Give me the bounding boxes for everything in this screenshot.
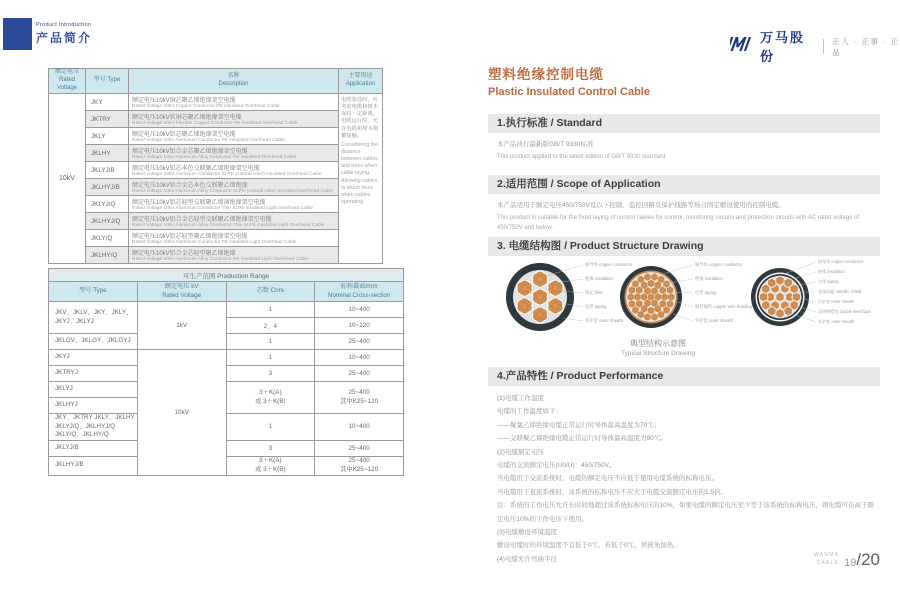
section-structure-header: 3. 电缆结构图 / Product Structure Drawing [488,237,880,256]
logo-divider [823,39,824,54]
footer-brand: WANMA CABLE [814,552,840,566]
table-header-row [49,69,383,94]
svg-text:金属屏蔽 metallic shield: 金属屏蔽 metallic shield [818,289,862,294]
structure-caption: 典型结构示意图 Typical Strucfure Drawing [620,339,696,357]
svg-text:铜导体 copper conductor: 铜导体 copper conductor [818,259,864,264]
section-standard-body: 本产品执行最新版GB/T 9330标准 This product applied to the latest edition of GB/T 9330 standard. [497,141,667,160]
table-row: JKLHYJ/B 额定电压10kV铝合金芯本色交联聚乙烯绝缘 Rated Voltage 10kV Aluminum Alloy Conductor XLPE (natural color) insulated Overhead Cable [49,179,383,196]
table-row: JKLHYJ/Q 额定电压10kV铝合金芯轻型交联聚乙烯绝缘架空电缆 Rated Voltage 10kV Aluminum Alloy Conductor Thin XLPE insulated Light Overhead Cable [49,213,383,230]
production-range-title: 可生产范围 Production Range [49,269,404,282]
cable-2-labels [695,261,753,324]
table-row: 2、4 10~120 [49,318,404,334]
svg-text:绝缘 insulation: 绝缘 insulation [695,276,723,281]
table-row: JKTRYJ 3 25~400 [49,366,404,382]
product-title [488,63,650,98]
production-range-table [48,268,404,476]
svg-text:包带 taping: 包带 taping [585,304,607,309]
header-blue-block [3,18,32,50]
header-application: 主要用途 Application [339,69,383,94]
svg-text:包带 taping: 包带 taping [818,279,839,284]
table-row: JKLGV、JKLGY、JKLGYJ 1 25~400 [49,334,404,350]
svg-text:双钢带铠装 double steel tape: 双钢带铠装 double steel tape [818,309,871,314]
table-row: 10kV JKY 额定电压10kV铜芯聚乙烯绝缘架空电缆 Rated Voltage 10kV Copper Conductor PE insulated Overhead Cable 电缆架设时，应考虑电缆和树木保持一定距离，电缆运行时，允许电缆和树木频繁接触。 Considering the distance between cables and trees when cable laying. Allowing cables to touch trees when cables operating [49,94,383,111]
section-standard-header: 1.执行标准 / Standard [488,114,880,133]
section-performance-header: 4.产品特性 / Product Performance [488,367,880,386]
svg-text:填充 filler: 填充 filler [585,290,603,295]
overhead-cable-table [48,68,383,264]
table-row: JKLY 额定电压10kV铝芯聚乙烯绝缘架空电缆 Rated Voltage 10kV Aluminum Conductor PE insulated Overhead Cable [49,128,383,145]
svg-text:铜导体 copper conductor: 铜导体 copper conductor [585,262,633,267]
page-total: /20 [856,550,880,569]
product-title-zh: 塑料绝缘控制电缆 [488,67,604,82]
header-type: 型号 Type [86,69,129,94]
header-description: 名称 Description [129,69,339,94]
table-row: JKLYJ/B 3 25~400 [49,440,404,456]
section-scope-header: 2.适用范围 / Scope of Application [488,175,880,194]
svg-text:外护套 outer sheath: 外护套 outer sheath [695,318,733,323]
table-title-row [49,269,404,282]
wanma-logo-icon [730,35,756,57]
header-rated-voltage: 额定电压 Rated Voltage [49,69,86,94]
table-row: JKLHY 额定电压10kV铝合金芯聚乙烯绝缘架空电缆 Rated Voltage 10kV Aluminum Alloy Conductor PE insulated Overhead Cable [49,145,383,162]
table-row: JKV、JKLV、JKY、JKLY、JKYJ、JKLYJ 1kV 1 10~400 [49,302,404,318]
section-label-zh: 产品简介 [36,31,93,45]
application-cell: 电缆架设时，应考虑电缆和树木保持一定距离，电缆运行时，允许电缆和树木频繁接触。 Considering the distance between cables and trees when cable laying. Allowing cables to touch trees when cables operating [339,94,383,264]
section-performance-body: (1)电缆工作温度 电缆的工作温度如下： ——聚氯乙烯绝缘电缆正常运行时导体最高温度为70℃； ——交联聚乙烯绝缘电缆正常运行时导体最高温度为90℃。 (2)电缆额定电压 电缆的交流额定电压(U0/U)：450/750V。 当电缆用于交流系统时，电缆的额定电压不应低于使用电缆系统的标称电压。 当电缆用于直流系统时，该系统的标称电压不应大于电缆交流额定电压的1.5倍。 注：系统的工作电压允许长时间地超过该系统标称电压的10%，如果电缆的额定电压至少等于该系统的标称电压，则电缆可在高于额定电压10%的工作电压下使用。 (3)电缆敷设环境温度 敷设电缆时的环境温度不宜低于0℃，若低于0℃，须预先加热。 (4)电缆允许弯曲半径 [497,395,875,563]
svg-text:绝缘 insulation: 绝缘 insulation [818,269,845,274]
svg-text:铜导体 copper conductor: 铜导体 copper conductor [695,262,743,267]
table-row: JKLYJ 3＋K(A) 或 3＋K(B) 25~400 其中K25~120 [49,382,404,398]
table-row: JKLY/Q 额定电压10kV铝芯轻型聚乙烯绝缘架空电缆 Rated Voltage 10kV Aluminum Conductor PE insulated Light Overhead Cable [49,230,383,247]
table-row: JKTRY 额定电压10kV软铜芯聚乙烯绝缘架空电缆 Rated Voltage 10kV Flexible Copper Conductor PE insulated Overhead Cable [49,111,383,128]
cable-3-labels [818,258,872,324]
section-scope-body: 本产品适用于额定电压450/750V及以下控制、监控回路及保护线路等场合固定敷设使用的控制电缆。 This product is suitable for the fixed laying of control cables for control, monitoring circuits and protection circuits with AC rated voltage of 450/750V and below. [497,202,860,231]
page-section-header [36,22,92,46]
header-rated-voltage: 额定电压 kV Rated Voltage [137,282,226,302]
table-row: JKYJ 10kV 1 10~400 [49,350,404,366]
table-row: JKLYJ/B 额定电压10kV铝芯本色交联聚乙烯绝缘架空电缆 Rated Voltage 10kV Aluminum Conductor XLPE (natural color) insulated Overhead Cable [49,162,383,179]
svg-text:铜丝编织 copper wire braiding: 铜丝编织 copper wire braiding [695,304,753,309]
svg-text:内护套 inner sheath: 内护套 inner sheath [818,299,854,304]
brand-logo [730,27,900,65]
table-row: JKLHYJ/B 3＋K(A) 或 3＋K(B) 25~400 其中K25~120 [49,456,404,475]
brand-name: 万马股份 [760,30,806,64]
product-title-en: Plastic Insulated Control Cable [488,86,650,98]
brand-tagline: 正人 · 正事 · 正品 [832,37,900,57]
svg-text:包带 taping: 包带 taping [695,290,717,295]
table-row: JKLHYJ [49,398,404,414]
svg-text:绝缘 insulation: 绝缘 insulation [585,276,613,281]
table-row: JKLHY/Q 额定电压10kV铝合金芯轻型聚乙烯绝缘 Rated Voltage 10kV Aluminum Alloy Conductor PE insulated Light Overhead Cable [49,247,383,264]
svg-text:外护套 outer sheath: 外护套 outer sheath [818,319,855,324]
table-row: JKLYJ/Q 额定电压10kV铝芯轻型交联聚乙烯薄绝缘架空电缆 Rated Voltage 10kV Aluminum Conductor Thin XLPE insulated Light Overhead Cable [49,196,383,213]
table-header-row [49,282,404,302]
page-footer [780,550,880,570]
cable-2 [620,266,682,328]
header-core: 芯数 Core [226,282,315,302]
page-number: 19 [844,557,857,569]
voltage-1kv-cell: 1kV [137,302,226,350]
table-row: JKY、JKTRY JKLY、JKLHY JKLYJ/Q、JKLHYJ/Q JKLY/Q、JKLHY/Q 1 10~400 [49,414,404,441]
voltage-10kv-cell: 10kV [137,350,226,476]
section-label-en: Product Introduction [36,22,92,28]
cable-1 [506,263,574,331]
voltage-cell: 10kV [49,94,86,264]
header-cross-section: 标称截面/mm Nominal Cross-section [315,282,404,302]
svg-text:外护套 outer sheath: 外护套 outer sheath [585,318,623,323]
cable-structure-drawing [488,256,880,338]
header-type: 型号 Type [49,282,138,302]
